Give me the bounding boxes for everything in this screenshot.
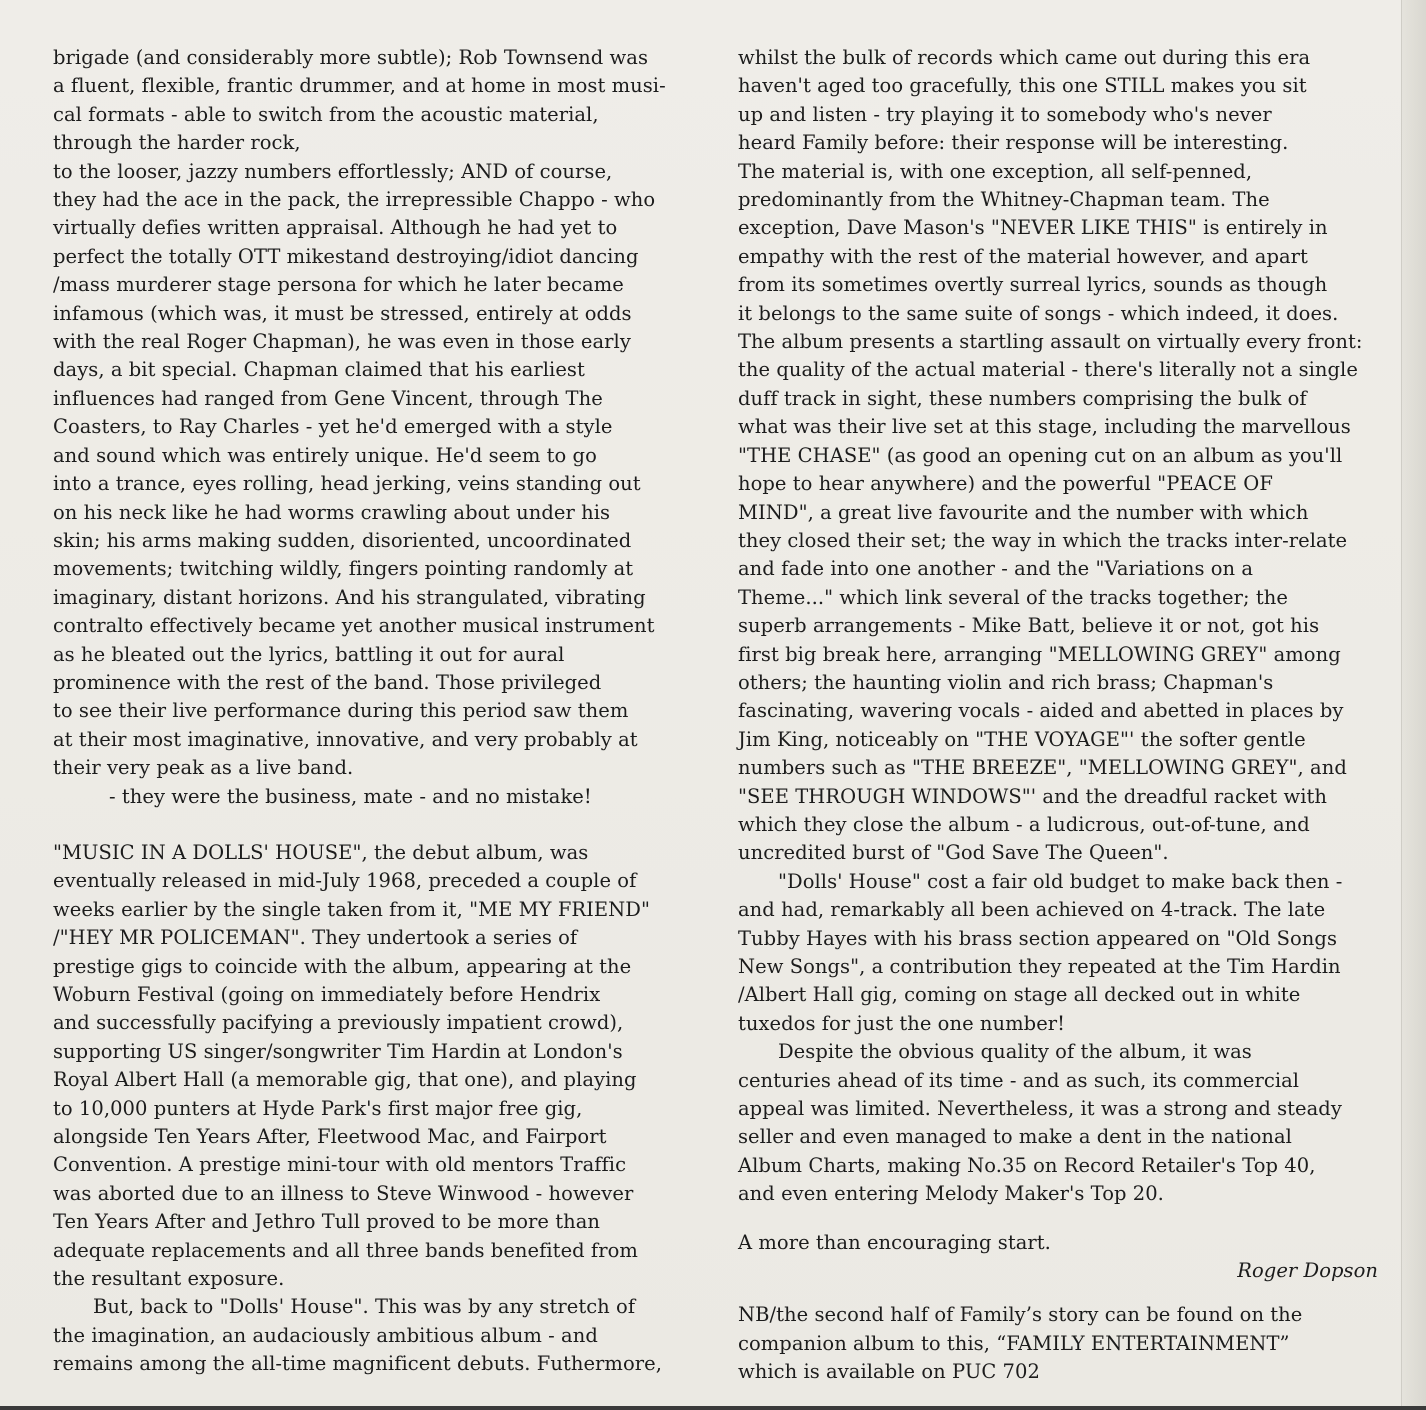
paragraph-band-members [53,44,693,811]
text-line: the resultant exposure. [53,1267,285,1291]
text-line: heard Family before: their response will be interesting. [738,131,1289,155]
text-line: as he bleated out the lyrics, battling it out for aural [53,642,565,666]
text-line: Royal Albert Hall (a memorable gig, that one), and playing [53,1068,637,1092]
text-line: movements; twitching wildly, fingers pointing randomly at [53,557,634,581]
text-line: hope to hear anywhere) and the powerful "PEACE OF [738,472,1273,496]
text-line: Tubby Hayes with his brass section appeared on "Old Songs [738,926,1338,950]
text-line: Theme..." which link several of the tracks together; the [738,585,1288,609]
text-line: duff track in sight, these numbers comprising the bulk of [738,386,1307,410]
text-line: haven't aged too gracefully, this one STILL makes you sit [738,74,1307,98]
text-line: supporting US singer/songwriter Tim Hardin at London's [53,1039,623,1063]
text-line: "Dolls' House" cost a fair old budget to make back then - [778,869,1343,893]
text-line: prominence with the rest of the band. Those privileged [53,670,602,694]
text-line: they closed their set; the way in which the tracks inter-relate [738,528,1348,552]
paragraph-gap [738,1209,1378,1229]
text-line: and fade into one another - and the "Variations on a [738,557,1254,581]
text-line: imaginary, distant horizons. And his strangulated, vibrating [53,585,646,609]
text-line: the imagination, an audaciously ambitious album - and [53,1323,598,1347]
paragraph-gap [738,1285,1378,1301]
text-line: tuxedos for just the one number! [738,1011,1066,1035]
text-line: it belongs to the same suite of songs - which indeed, it does. [738,301,1339,325]
text-line: up and listen - try playing it to somebody who's never [738,102,1272,126]
text-line: into a trance, eyes rolling, head jerking, veins standing out [53,472,641,496]
text-line: contralto effectively became yet another musical instrument [53,614,655,638]
text-line: days, a bit special. Chapman claimed that his earliest [53,358,585,382]
text-line: adequate replacements and all three bands benefited from [53,1238,638,1262]
text-line: Jim King, noticeably on "THE VOYAGE"' the softer gentle [738,727,1306,751]
text-line: and even entering Melody Maker's Top 20. [738,1182,1164,1206]
paragraph-nb [738,1301,1378,1386]
text-line: "MUSIC IN A DOLLS' HOUSE", the debut album, was [53,840,589,864]
text-line: whilst the bulk of records which came out during this era [738,46,1311,69]
text-line: skin; his arms making sudden, disoriented, uncoordinated [53,528,632,552]
text-line: to 10,000 punters at Hyde Park's first major free gig, [53,1096,583,1120]
text-line: Album Charts, making No.35 on Record Retailer's Top 40, [738,1153,1316,1177]
text-line: New Songs", a contribution they repeated at the Tim Hardin [738,955,1341,978]
text-line: which is available on PUC 702 [738,1360,1040,1384]
text-line: to see their live performance during this period saw them [53,699,629,723]
text-line: /Albert Hall gig, coming on stage all decked out in white [738,983,1301,1007]
text-line: first big break here, arranging "MELLOWING GREY" among [738,642,1341,666]
left-column [53,44,693,1379]
text-line: empathy with the rest of the material however, and apart [738,244,1308,268]
text-line: But, back to "Dolls' House". This was by any stretch of [93,1295,636,1319]
page-edge [1401,0,1426,1410]
text-line: at their most imaginative, innovative, and very probably at [53,727,638,751]
text-line: to the looser, jazzy numbers effortlessly; AND of course, [53,159,613,183]
text-line: the quality of the actual material - there's literally not a single [738,358,1358,382]
paragraph-gap [53,811,693,839]
text-line: predominantly from the Whitney-Chapman team. The [738,188,1270,212]
text-line: prestige gigs to coincide with the album, appearing at the [53,954,632,978]
text-line: The album presents a startling assault on virtually every front: [738,330,1363,354]
text-line: and successfully pacifying a previously impatient crowd), [53,1011,624,1035]
text-line: /"HEY MR POLICEMAN". They undertook a series of [53,926,578,950]
closing-line: A more than encouraging start. [738,1230,1051,1254]
text-line: superb arrangements - Mike Batt, believe it or not, got his [738,614,1320,638]
text-line: eventually released in mid-July 1968, preceded a couple of [53,869,637,893]
text-line: Woburn Festival (going on immediately before Hendrix [53,983,601,1006]
text-line: NB/the second half of Family’s story can be found on the [738,1303,1303,1327]
text-line: they had the ace in the pack, the irrepressible Chappo - who [53,188,656,212]
paragraph-album-review [738,44,1378,868]
text-line: influences had ranged from Gene Vincent, through The [53,386,603,410]
text-line: from its sometimes overtly surreal lyrics, sounds as though [738,273,1328,297]
text-line: appeal was limited. Nevertheless, it was a strong and steady [738,1097,1342,1121]
text-line: companion album to this, “FAMILY ENTERTAINMENT” [738,1331,1290,1355]
text-line: with the real Roger Chapman), he was even in those early [53,330,631,354]
text-line: Coasters, to Ray Charles - yet he'd emerged with a style [53,415,613,439]
text-line: - they were the business, mate - and no mistake! [109,784,592,808]
text-line: weeks earlier by the single taken from it, "ME MY FRIEND" [53,897,650,921]
text-line: Despite the obvious quality of the album, it was [778,1040,1252,1064]
text-line: MIND", a great live favourite and the number with which [738,500,1309,524]
text-line: /mass murderer stage persona for which he later became [53,273,624,297]
text-line: fascinating, wavering vocals - aided and abetted in places by [738,699,1344,723]
text-line: Ten Years After and Jethro Tull proved to be more than [53,1210,600,1234]
text-line: remains among the all-time magnificent debuts. Futhermore, [53,1352,662,1376]
paragraph-debut-album [53,839,693,1294]
author-signature: Roger Dopson [1237,1259,1378,1283]
text-line: brigade (and considerably more subtle); Rob Townsend was [53,46,649,69]
right-column [738,44,1378,1387]
text-line: Convention. A prestige mini-tour with old mentors Traffic [53,1153,627,1177]
text-line: through the harder rock, [53,131,301,155]
paragraph-dolls-house [53,1293,693,1378]
text-line: "THE CHASE" (as good an opening cut on an album as you'll [738,443,1343,467]
text-line: exception, Dave Mason's "NEVER LIKE THIS" is entirely in [738,216,1328,240]
text-line: cal formats - able to switch from the acoustic material, [53,102,599,126]
paragraph-budget [738,868,1378,1038]
text-line: which they close the album - a ludicrous, out-of-tune, and [738,812,1310,836]
text-line: and sound which was entirely unique. He'd seem to go [53,443,597,467]
text-line: a fluent, flexible, frantic drummer, and at home in most musi- [53,74,666,98]
text-line: centuries ahead of its time - and as such, its commercial [738,1068,1300,1092]
paragraph-commercial [738,1038,1378,1208]
text-line: was aborted due to an illness to Steve Winwood - however [53,1181,634,1205]
text-line: perfect the totally OTT mikestand destroying/idiot dancing [53,244,639,268]
text-line: "SEE THROUGH WINDOWS"' and the dreadful racket with [738,784,1328,808]
text-line: alongside Ten Years After, Fleetwood Mac, and Fairport [53,1125,607,1149]
text-line: their very peak as a live band. [53,756,354,780]
text-line: others; the haunting violin and rich brass; Chapman's [738,670,1274,694]
text-line: on his neck like he had worms crawling about under his [53,500,611,524]
text-line: uncredited burst of "God Save The Queen". [738,841,1169,865]
text-line: virtually defies written appraisal. Although he had yet to [53,216,618,240]
text-line: what was their live set at this stage, including the marvellous [738,415,1351,439]
text-line: and had, remarkably all been achieved on 4-track. The late [738,898,1326,922]
text-line: seller and even managed to make a dent in the national [738,1125,1292,1149]
text-line: numbers such as "THE BREEZE", "MELLOWING GREY", and [738,756,1347,780]
scan-bottom-border [0,1406,1426,1410]
text-line: The material is, with one exception, all self-penned, [738,159,1253,183]
text-line: infamous (which was, it must be stressed, entirely at odds [53,301,632,325]
